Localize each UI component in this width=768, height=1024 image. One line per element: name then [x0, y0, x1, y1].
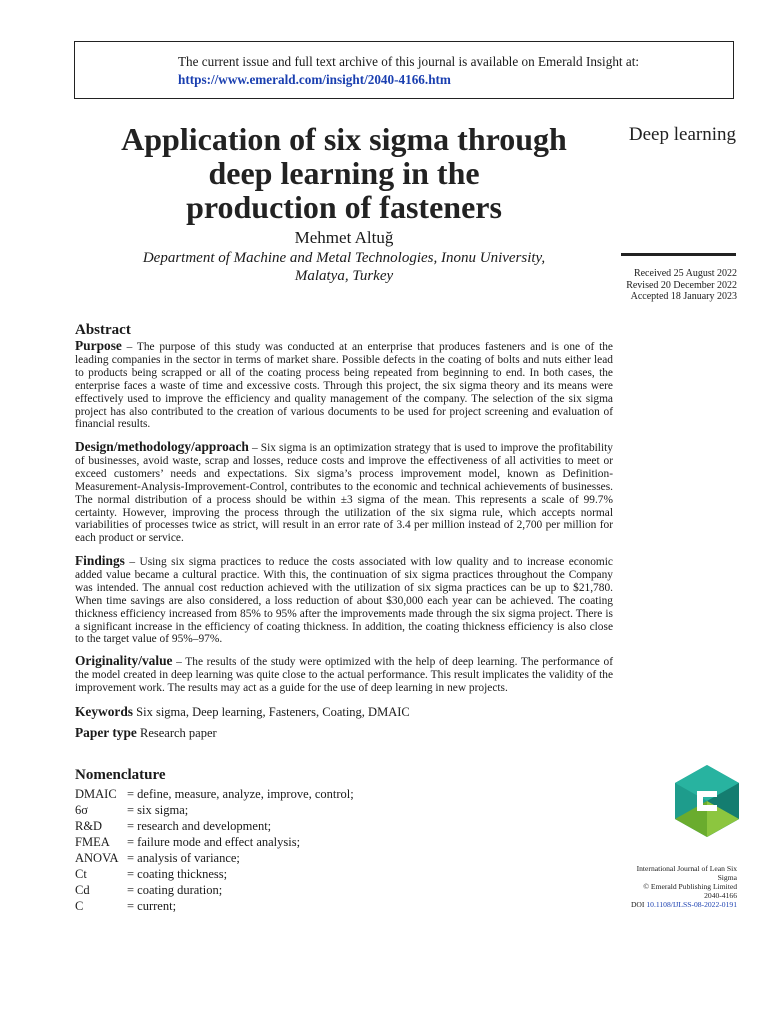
affiliation-line-1: Department of Machine and Metal Technologies, Inonu University, [142, 250, 546, 266]
nomenclature-row [75, 882, 354, 898]
nomenclature-abbr: Ct [75, 867, 87, 881]
findings-label: Findings [75, 553, 125, 568]
nomenclature-row [75, 786, 354, 802]
nomenclature-abbr: Cd [75, 883, 90, 897]
paper-type [75, 725, 217, 741]
archive-notice-box [74, 41, 734, 99]
title-line-2: deep learning in the [208, 155, 480, 191]
author-name: Mehmet Altuğ [294, 228, 394, 247]
abstract-originality [75, 655, 613, 695]
archive-url-link[interactable]: https://www.emerald.com/insight/2040-4166.htm [178, 72, 451, 87]
nomenclature-def: = failure mode and effect analysis; [127, 835, 301, 849]
abstract-purpose [75, 340, 613, 431]
emerald-logo-icon [675, 765, 739, 837]
doi [631, 900, 737, 909]
nomenclature-abbr: 6σ [75, 803, 88, 817]
nomenclature-def: = coating thickness; [127, 867, 228, 881]
nomenclature-def: = coating duration; [127, 883, 223, 897]
doi-label: DOI [630, 900, 645, 909]
nomenclature-abbr: DMAIC [75, 787, 117, 801]
article-title [84, 122, 604, 224]
archive-notice-text: The current issue and full text archive of this journal is available on Emerald Insight at: [178, 54, 640, 69]
title-line-3: production of fasteners [186, 189, 502, 225]
nomenclature-row [75, 850, 354, 866]
nomenclature-def: = current; [127, 899, 177, 913]
author-affiliation [84, 250, 604, 285]
design-label: Design/methodology/approach [75, 439, 249, 454]
abstract-findings [75, 555, 613, 646]
title-line-1: Application of six sigma through [121, 121, 567, 157]
purpose-label: Purpose [75, 338, 122, 353]
affiliation-line-2: Malatya, Turkey [294, 267, 394, 284]
keywords-text: Six sigma, Deep learning, Fasteners, Coating, DMAIC [133, 705, 410, 719]
abstract-heading: Abstract [75, 322, 131, 338]
nomenclature-def: = define, measure, analyze, improve, control; [127, 787, 354, 801]
nomenclature-row [75, 818, 354, 834]
nomenclature-def: = research and development; [127, 819, 272, 833]
nomenclature-row [75, 866, 354, 882]
nomenclature-abbr: ANOVA [75, 851, 119, 865]
nomenclature-def: = six sigma; [127, 803, 189, 817]
purpose-text: – The purpose of this study was conducted at an enterprise that produces fasteners and is one of the leading companies in the sector in terms of market share. Possible defects in the coating of bolts and nuts either lead to products being scrapped or all of the coating process being repeated from beginning to end. In both cases, the enterprise faces a waste of time and excessive costs. Through this project, the six sigma theory and its means were effectively used to improve the efficiency and quality management of the company. The selection of the six sigma project has also contributed to the creation of various documents to be used for project screening and evaluation of financial results. [75, 341, 613, 431]
abstract-design [75, 441, 613, 545]
design-text: – Six sigma is an optimization strategy that is used to improve the profitability of businesses, avoid waste, scrap and losses, reduce costs and improve the effectiveness of all activities to meet or exceed customers’ needs and expectations. Six sigma’s process improvement model, known as Definition-Measurement-Analysis-Improvement-Control, contributes to the economic and technical achievements of businesses. The normal distribution of a process should be within ±3 sigma of the mean. This represents a scale of 99.7% certainty. However, improving the process through the utilization of the six sigma rule, which accepts normal variabilities of processes twice as strict, will result in an error rate of 3.4 per million instead of 2,700 per million for each product or service. [75, 442, 613, 545]
date-accepted: Accepted 18 January 2023 [630, 291, 737, 303]
originality-label: Originality/value [75, 653, 173, 668]
nomenclature-abbr: R&D [75, 819, 103, 833]
issn: 2040-4166 [704, 891, 737, 900]
nomenclature-list [75, 786, 354, 914]
journal-info [631, 864, 737, 909]
nomenclature-row [75, 898, 354, 914]
nomenclature-def: = analysis of variance; [127, 851, 240, 865]
nomenclature-row [75, 802, 354, 818]
date-received: Received 25 August 2022 [633, 268, 737, 279]
nomenclature-abbr: C [75, 899, 84, 913]
paper-type-label: Paper type [75, 725, 137, 740]
running-head: Deep learning [628, 124, 736, 145]
findings-text: – Using six sigma practices to reduce the costs associated with low quality and to increase economic added value became a cultural practice. With this, the continuation of six sigma practices throughout the Company was intended. The annual cost reduction achieved with the utilization of six sigma practices can be up to $21,780. When time savings are also considered, a loss reduction of about $30,000 each year can be achieved. The coating thickness efficiency increased from 85% to 95% after the improvements made through the six sigma project. There is a significant increase in the efficiency of coating thickness. In addition, the coating thickness efficiency is also close to the target value of 95%–97%. [75, 556, 613, 646]
keywords [75, 704, 410, 720]
originality-text: – The results of the study were optimized with the help of deep learning. The performance of the model created in deep learning was quite close to the actual performance. This result implicates the validity of the improvement work. The results may act as a guide for the use of deep learning in new projects. [75, 656, 613, 694]
journal-name-line-1: International Journal of Lean Six [636, 864, 737, 873]
side-divider [621, 253, 736, 256]
article-dates [626, 268, 737, 303]
keywords-label: Keywords [75, 704, 134, 719]
paper-type-text: Research paper [136, 726, 217, 740]
date-revised: Revised 20 December 2022 [626, 279, 737, 291]
nomenclature-heading: Nomenclature [75, 767, 166, 783]
journal-name-line-2: Sigma [717, 873, 737, 882]
publisher: © Emerald Publishing Limited [643, 882, 737, 891]
nomenclature-abbr: FMEA [75, 835, 110, 849]
nomenclature-row [75, 834, 354, 850]
doi-link[interactable]: 10.1108/IJLSS-08-2022-0191 [646, 900, 737, 909]
